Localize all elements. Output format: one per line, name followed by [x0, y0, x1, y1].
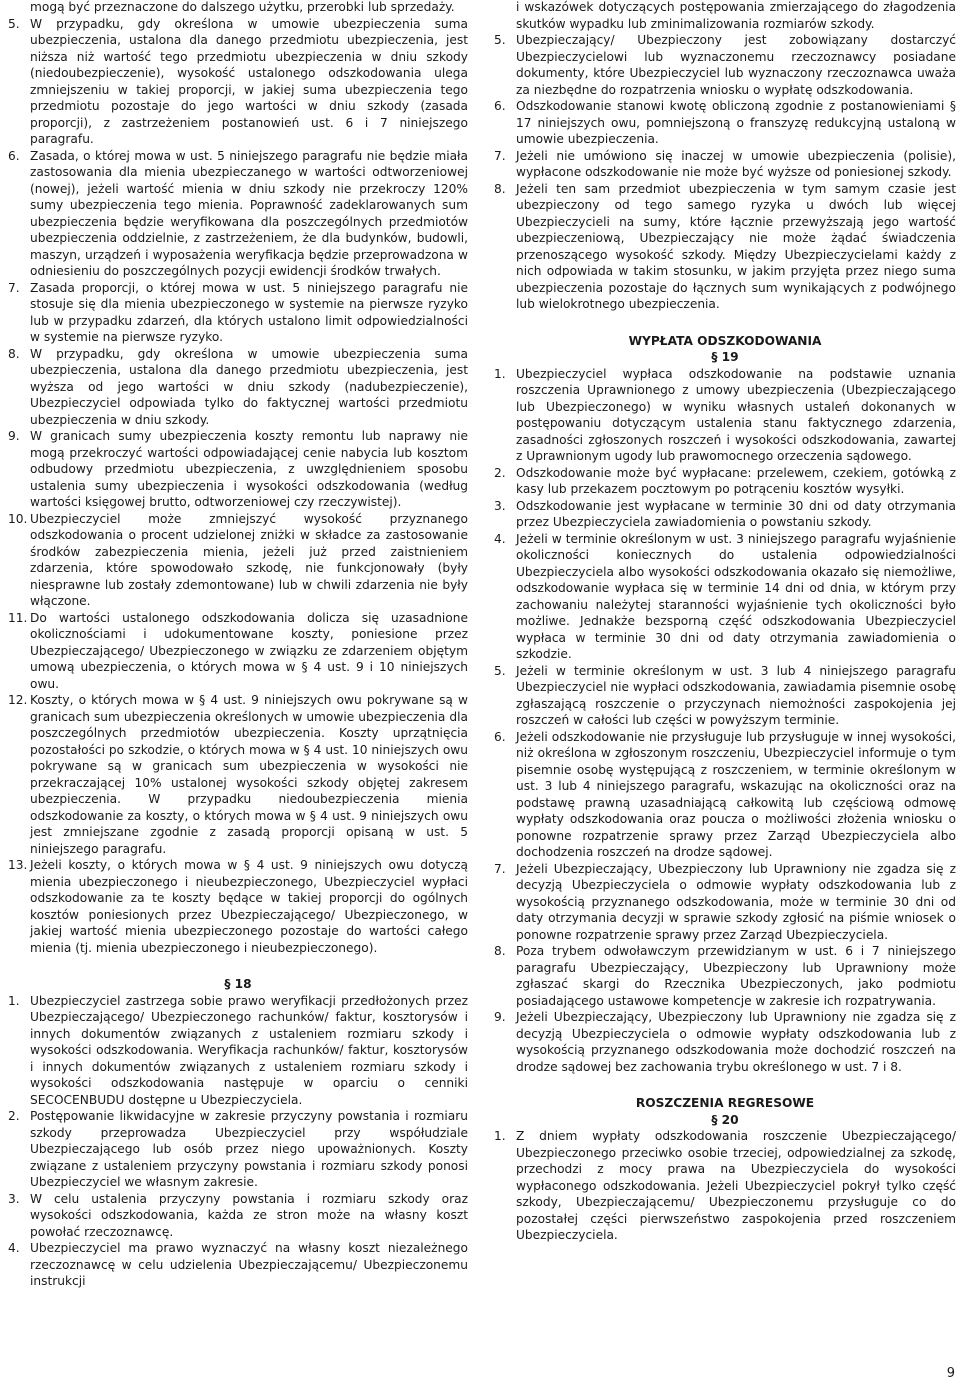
clause-number: 4.	[494, 531, 506, 546]
clause-item	[8, 16, 468, 148]
clause-item	[494, 366, 956, 465]
clause-number: 8.	[494, 181, 506, 196]
left-column	[8, 0, 468, 1290]
clause-number: 7.	[494, 861, 506, 876]
clause-number: 5.	[8, 16, 20, 31]
clause-number: 2.	[494, 465, 506, 480]
clause-text: W celu ustalenia przyczyny powstania i rozmiaru szkody oraz wysokości odszkodowania, każda ze stron może na własny koszt powołać rzeczoznawcę.	[30, 1191, 468, 1239]
clause-text: Zasada, o której mowa w ust. 5 niniejszego paragrafu nie będzie miała zastosowania dla mienia ubezpieczanego w wartości odtworzeniowej (nowej), jeżeli wartość mienia w dniu szkody nie przekroczy 120% sumy ubezpieczenia tego mienia. Poprawność zadeklarowanych sum ubezpieczenia będzie weryfikowana dla poszczególnych przedmiotów ubezpieczenia oddzielnie, z zastrzeżeniem, że dla budynków, budowli, maszyn, urządzeń i wyposażenia weryfikacja będzie przeprowadzona w odniesieniu do poszczególnych pozycji ewidencji środków trwałych.	[30, 148, 468, 278]
clause-text: Ubezpieczyciel może zmniejszyć wysokość przyznanego odszkodowania o procent udzielonej zniżki w składce za zastosowanie środków zabezpieczenia mienia, jeżeli już przed zaistnieniem zdarzenia, które spowodowało szkodę, nie funkcjonowały (były niesprawne lub zostały zdemontowane) lub w chwili zdarzenia nie były włączone.	[30, 511, 468, 608]
clause-item	[8, 857, 468, 956]
clause-text: Jeżeli odszkodowanie nie przysługuje lub przysługuje w innej wysokości, niż określona w zgłoszonym roszczeniu, Ubezpieczyciel informuje o tym pisemnie osobę występującą z roszczeniem, w terminie określonym w ust. 3 lub 4 niniejszego paragrafu, wskazując na okoliczności oraz na podstawę prawną uzasadniającą całkowitą lub częściową odmowę wypłaty odszkodowania oraz poucza o możliwości złożenia wniosku o ponowne rozpatrzenie sprawy przez Zarząd Ubezpieczyciela albo dochodzenia roszczeń na drodze sądowej.	[516, 729, 956, 859]
continued-text: i wskazówek dotyczących postępowania zmierzającego do złagodzenia skutków wypadku lub zminimalizowania rozmiarów szkody.	[516, 0, 956, 31]
clause-number: 9.	[8, 429, 20, 443]
clause-list-18	[8, 993, 468, 1290]
clause-number: 5.	[494, 33, 506, 47]
clause-item	[8, 428, 468, 511]
clause-item	[494, 498, 956, 531]
clause-number: 1.	[8, 993, 20, 1008]
clause-text: Zasada proporcji, o której mowa w ust. 5 niniejszego paragrafu nie stosuje się dla mienia ubezpieczonego w systemie na pierwsze ryzyko lub w przypadku zdarzeń, dla których ustalono limit odpowiedzialności w systemie na pierwsze ryzyko.	[30, 280, 468, 344]
clause-item	[494, 729, 956, 861]
clause-text: Ubezpieczający/ Ubezpieczony jest zobowiązany dostarczyć Ubezpieczycielowi lub wyznaczonemu rzeczoznawcy posiadane dokumenty, które Ubezpieczyciel lub wyznaczony rzeczoznawca uważa za niezbędne do rozpatrzenia wniosku o wypłatę odszkodowania.	[516, 33, 956, 97]
clause-text: Jeżeli w terminie określonym w ust. 3 niniejszego paragrafu wyjaśnienie okoliczności koniecznych do ustalenia odpowiedzialności Ubezpieczyciela albo wysokości odszkodowania okazało się niemożliwe, odszkodowanie wypłaca się w terminie 14 dni od dnia, w którym przy zachowaniu należytej staranności wyjaśnienie tych okoliczności było możliwe. Jednakże bezsporną część odszkodowania Ubezpieczyciel wypłaca w terminie 30 dni od daty otrzymania zawiadomienia o szkodzie.	[516, 531, 956, 661]
clause-number: 5.	[494, 663, 506, 678]
clause-text: W granicach sumy ubezpieczenia koszty remontu lub naprawy nie mogą przekroczyć wartości odpowiadającej cenie nabycia lub kosztom odbudowy przedmiotu ubezpieczenia, z uwzględnieniem sposobu ustalenia sumy ubezpieczenia i wysokości odszkodowania (według wartości księgowej brutto, odtworzeniowej czy rzeczywistej).	[30, 429, 468, 509]
clause-number: 8.	[494, 944, 506, 958]
clause-item	[494, 32, 956, 98]
clause-number: 1.	[494, 366, 506, 381]
clause-number: 3.	[8, 1191, 20, 1206]
clause-number: 3.	[494, 498, 506, 513]
clause-number: 12.	[8, 693, 28, 707]
clause-item	[8, 511, 468, 610]
clause-text: W przypadku, gdy określona w umowie ubezpieczenia suma ubezpieczenia, ustalona dla danego przedmiotu ubezpieczenia, jest niższa niż wartość tego przedmiotu ubezpieczenia w dniu szkody (niedoubezpieczenie), wysokość ustalonego odszkodowania ulega zmniejszeniu w takiej proporcji, w jakiej suma ubezpieczenia tego przedmiotu pozostaje do jego wartości w dniu szkody (zasada proporcji), z zastrzeżeniem postanowień ust. 6 i 7 niniejszego paragrafu.	[30, 16, 468, 146]
section-heading-19: WYPŁATA ODSZKODOWANIA	[628, 333, 822, 348]
clause-number: 8.	[8, 346, 20, 361]
clause-number: 2.	[8, 1109, 20, 1123]
clause-text: Odszkodowanie stanowi kwotę obliczoną zgodnie z postanowieniami § 17 niniejszych owu, pomniejszoną o franszyzę redukcyjną ustaloną w umowie ubezpieczenia.	[516, 99, 956, 146]
section-heading-20: ROSZCZENIA REGRESOWE	[635, 1096, 815, 1110]
section-number-19: § 19	[711, 350, 739, 364]
clause-item	[494, 1009, 956, 1075]
clause-text: Koszty, o których mowa w § 4 ust. 9 niniejszych owu pokrywane są w granicach sum ubezpieczenia określonych w umowie ubezpieczenia dla poszczególnych przedmiotów ubezpieczenia. Koszty uprzątnięcia pozostałości po szkodzie, o których mowa w § 4 ust. 10 niniejszych owu pokrywane są w granicach sum ubezpieczenia w wysokości nie przekraczającej 10% ustalonej wysokości szkody objętej zakresem ubezpieczenia. W przypadku niedoubezpieczenia mienia odszkodowanie za koszty, o których mowa w § 4 ust. 9 niniejszych owu jest zmniejszane zgodnie z zasadą proporcji opisaną w ust. 5 niniejszego paragrafu.	[30, 693, 468, 856]
clause-item	[494, 1128, 956, 1244]
clause-number: 6.	[494, 729, 506, 744]
clause-text: Do wartości ustalonego odszkodowania dolicza się uzasadnione okolicznościami i udokumentowane koszty, poniesione przez Ubezpieczającego/ Ubezpieczonego w związku ze zdarzeniem objętym umową ubezpieczenia, o których mowa w § 4 ust. 9 i 10 niniejszych owu.	[30, 610, 468, 691]
clause-number: 6.	[8, 148, 20, 163]
page-number: 9	[946, 1365, 955, 1381]
clause-item	[8, 1240, 468, 1290]
clause-item	[494, 181, 956, 313]
clause-item	[494, 98, 956, 148]
clause-text: Odszkodowanie jest wypłacane w terminie 30 dni od daty otrzymania przez Ubezpieczyciela zawiadomienia o powstaniu szkody.	[516, 498, 956, 529]
clause-item	[8, 1191, 468, 1241]
clause-item	[8, 148, 468, 280]
clause-number: 9.	[494, 1010, 506, 1024]
clause-text: Ubezpieczyciel wypłaca odszkodowanie na podstawie uznania roszczenia Uprawnionego z umowy ubezpieczenia (Ubezpieczającego lub Ubezpieczonego) w wyniku własnych ustaleń dokonanych w postępowaniu dotyczącym ustalenia stanu faktycznego zdarzenia, zasadności zgłoszonych roszczeń i wysokości odszkodowania, zawartej z Uprawnionym ugody lub prawomocnego orzeczenia sądowego.	[516, 366, 956, 463]
clause-item	[8, 692, 468, 857]
clause-text: Jeżeli koszty, o których mowa w § 4 ust. 9 niniejszych owu dotyczą mienia ubezpieczonego i nieubezpieczonego, Ubezpieczyciel wypłaci odszkodowanie za te koszty będące w takiej proporcji do ogólnych kosztów poniesionych przez Ubezpieczającego/ Ubezpieczonego, w jakiej wartość mienia ubezpieczonego pozostaje do wartości całego mienia (tj. mienia ubezpieczonego i nieubezpieczonego).	[30, 858, 468, 955]
clause-text: Z dniem wypłaty odszkodowania roszczenie Ubezpieczającego/ Ubezpieczonego przeciwko osobie trzeciej, odpowiedzialnej za szkodę, przechodzi z mocy prawa na Ubezpieczyciela do wysokości wypłaconego odszkodowania. Jeżeli Ubezpieczyciel pokrył tylko część szkody, Ubezpieczającemu/ Ubezpieczonemu przysługuje co do pozostałej części pierwszeństwo zaspokojenia przed roszczeniem Ubezpieczyciela.	[516, 1129, 956, 1242]
clause-list-20	[494, 1128, 956, 1244]
clause-text: Jeżeli Ubezpieczający, Ubezpieczony lub Uprawniony nie zgadza się z decyzją Ubezpieczyciela o odmowie wypłaty odszkodowania lub z wysokością przyznanego odszkodowania może dochodzić roszczeń na drodze sądowej bez zachowania trybu określonego w ust. 7 i 8.	[516, 1010, 956, 1074]
clause-list-19	[494, 366, 956, 1076]
clause-item	[8, 280, 468, 346]
section-number-18: § 18	[224, 977, 252, 991]
clause-number: 10.	[8, 511, 28, 526]
clause-text: Jeżeli w terminie określonym w ust. 3 lub 4 niniejszego paragrafu Ubezpieczyciel nie wypłaci odszkodowania, zawiadamia pisemnie osobę zgłaszającą roszczenie o przyczynach niemożności zaspokojenia jej roszczeń w całości lub części w powyższym terminie.	[516, 663, 956, 727]
clause-item	[8, 993, 468, 1109]
clause-text: Odszkodowanie może być wypłacane: przelewem, czekiem, gotówką z kasy lub przekazem pocztowym po potrąceniu kosztów wysyłki.	[516, 465, 956, 496]
clause-number: 11.	[8, 610, 28, 625]
clause-item	[494, 465, 956, 498]
clause-text: Postępowanie likwidacyjne w zakresie przyczyny powstania i rozmiaru szkody przeprowadza Ubezpieczyciel przy współudziale Ubezpieczającego lub osób przez niego upoważnionych. Koszty związane z ustaleniem przyczyny powstania i rozmiaru szkody ponosi Ubezpieczyciel we własnym zakresie.	[30, 1109, 468, 1189]
clause-item	[494, 861, 956, 944]
clause-item	[8, 346, 468, 429]
clause-item	[8, 1108, 468, 1191]
continued-text: mogą być przeznaczone do dalszego użytku, przerobki lub sprzedaży.	[30, 0, 455, 14]
clause-text: Ubezpieczyciel zastrzega sobie prawo weryfikacji przedłożonych przez Ubezpieczającego/ Ubezpieczonego rachunków/ faktur, kosztorysów i innych dokumentów związanych z ustaleniem rozmiaru szkody i wysokości odszkodowania. Weryfikacja rachunków/ faktur, kosztorysów i innych dokumentów związanych z ustaleniem rozmiaru szkody i wysokości odszkodowania następuje w oparciu o cenniki SECOCENBUDU dostępne u Ubezpieczyciela.	[30, 993, 468, 1107]
clause-text: Poza trybem odwoławczym przewidzianym w ust. 6 i 7 niniejszego paragrafu Ubezpieczający, Ubezpieczony lub Uprawniony może zgłaszać skargi do Rzecznika Ubezpieczonych, jako podmiotu posiadającego ustawowe kompetencje w zakresie ich rozpatrywania.	[516, 944, 956, 1008]
clause-item	[494, 663, 956, 729]
clause-text: Jeżeli Ubezpieczający, Ubezpieczony lub Uprawniony nie zgadza się z decyzją Ubezpieczyciela o odmowie wypłaty odszkodowania lub z wysokością przyznanego odszkodowania, może w terminie 30 dni od daty otrzymania decyzji w sprawie szkody zgłosić na piśmie wniosek o ponowne rozpatrzenie sprawy przez Zarząd Ubezpieczyciela.	[516, 861, 956, 942]
clause-number: 6.	[494, 99, 506, 113]
clause-item	[494, 531, 956, 663]
clause-list-17	[8, 16, 468, 957]
clause-text: W przypadku, gdy określona w umowie ubezpieczenia suma ubezpieczenia, ustalona dla danego przedmiotu ubezpieczenia, jest wyższa od jego wartości w dniu szkody (nadubezpieczenie), Ubezpieczyciel odpowiada tylko do faktycznej wartości przedmiotu ubezpieczenia w dniu szkody.	[30, 346, 468, 427]
right-column	[494, 0, 956, 1244]
clause-list-18-cont	[494, 32, 956, 313]
clause-text: Jeżeli ten sam przedmiot ubezpieczenia w tym samym czasie jest ubezpieczony od tego samego ryzyka u dwóch lub więcej Ubezpieczycieli na sumy, które łącznie przewyższają jego wartość ubezpieczeniową, Ubezpieczający nie może żądać świadczenia przenoszącego wysokość szkody. Między Ubezpieczycielami każdy z nich odpowiada w takim stosunku, w jakim przyjęta przez niego suma ubezpieczenia pozostaje do łącznych sum wynikających z podwójnego lub wielokrotnego ubezpieczenia.	[516, 181, 956, 311]
clause-number: 7.	[8, 280, 20, 295]
clause-text: Ubezpieczyciel ma prawo wyznaczyć na własny koszt niezależnego rzeczoznawcę w celu udzielenia Ubezpieczającemu/ Ubezpieczonemu instrukcji	[30, 1241, 468, 1288]
clause-number: 13.	[8, 858, 28, 872]
clause-number: 1.	[494, 1129, 506, 1143]
clause-number: 7.	[494, 148, 506, 163]
clause-text: Jeżeli nie umówiono się inaczej w umowie ubezpieczenia (polisie), wypłacone odszkodowanie nie może być wyższe od poniesionej szkody.	[516, 148, 956, 179]
clause-number: 4.	[8, 1241, 20, 1255]
clause-item	[494, 148, 956, 181]
clause-item	[8, 610, 468, 693]
section-number-20: § 20	[711, 1112, 739, 1127]
clause-item	[494, 943, 956, 1009]
